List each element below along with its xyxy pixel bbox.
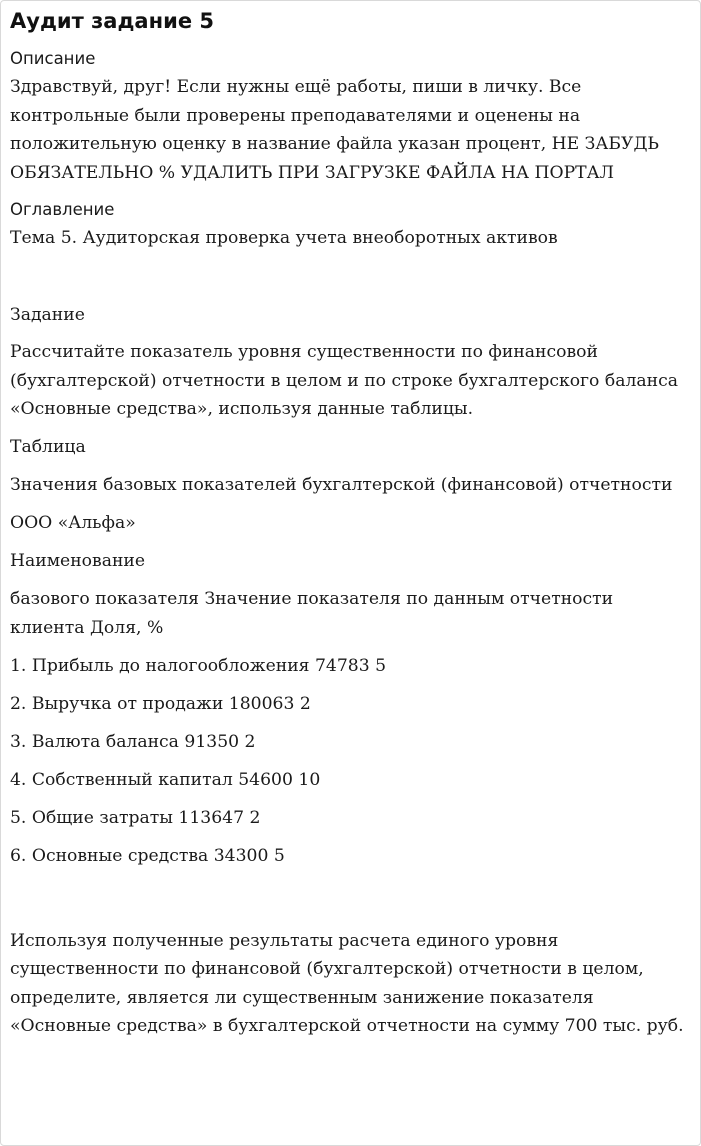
- spacer: [10, 880, 692, 927]
- document-content: [1, 1, 700, 1041]
- spacer: [10, 253, 692, 301]
- toc-label: Оглавление: [10, 200, 115, 219]
- table-caption: Значения базовых показателей бухгалтерской (финансовой) отчетности: [10, 475, 673, 495]
- document-title: Аудит задание 5: [10, 9, 214, 33]
- table-row: 5. Общие затраты 113647 2: [10, 807, 261, 828]
- task-text: Рассчитайте показатель уровня существенности по финансовой (бухгалтерской) отчетности в целом и по строке бухгалтерского баланса «Основные средства», используя данные таблицы.: [10, 342, 678, 419]
- table-row: 6. Основные средства 34300 5: [10, 845, 285, 866]
- table-header-line2: базового показателя Значение показателя по данным отчетности клиента Доля, %: [10, 589, 614, 638]
- final-question-text: Используя полученные результаты расчета единого уровня существенности по финансовой (бухгалтерской) отчетности в целом, определите, является ли существенным занижение показателя «Основные средства» в бухгалтерской отчетности на сумму 700 тыс. руб.: [10, 930, 684, 1036]
- description-label: Описание: [10, 49, 96, 68]
- table-row: 1. Прибыль до налогообложения 74783 5: [10, 655, 387, 676]
- table-label: Таблица: [10, 437, 86, 457]
- table-row: 2. Выручка от продажи 180063 2: [10, 693, 311, 714]
- table-row: 4. Собственный капитал 54600 10: [10, 769, 321, 790]
- toc-item[interactable]: Тема 5. Аудиторская проверка учета внеоборотных активов: [10, 228, 558, 248]
- table-row: 3. Валюта баланса 91350 2: [10, 731, 256, 752]
- description-text: Здравствуй, друг! Если нужны ещё работы, пиши в личку. Все контрольные были проверены преподавателями и оценены на положительную оценку в название файла указан процент, НЕ ЗАБУДЬ ОБЯЗАТЕЛЬНО % УДАЛИТЬ ПРИ ЗАГРУЗКЕ ФАЙЛА НА ПОРТАЛ: [10, 77, 659, 183]
- table-header-line1: Наименование: [10, 551, 146, 571]
- task-label: Задание: [10, 304, 85, 325]
- company-name: ООО «Альфа»: [10, 513, 136, 533]
